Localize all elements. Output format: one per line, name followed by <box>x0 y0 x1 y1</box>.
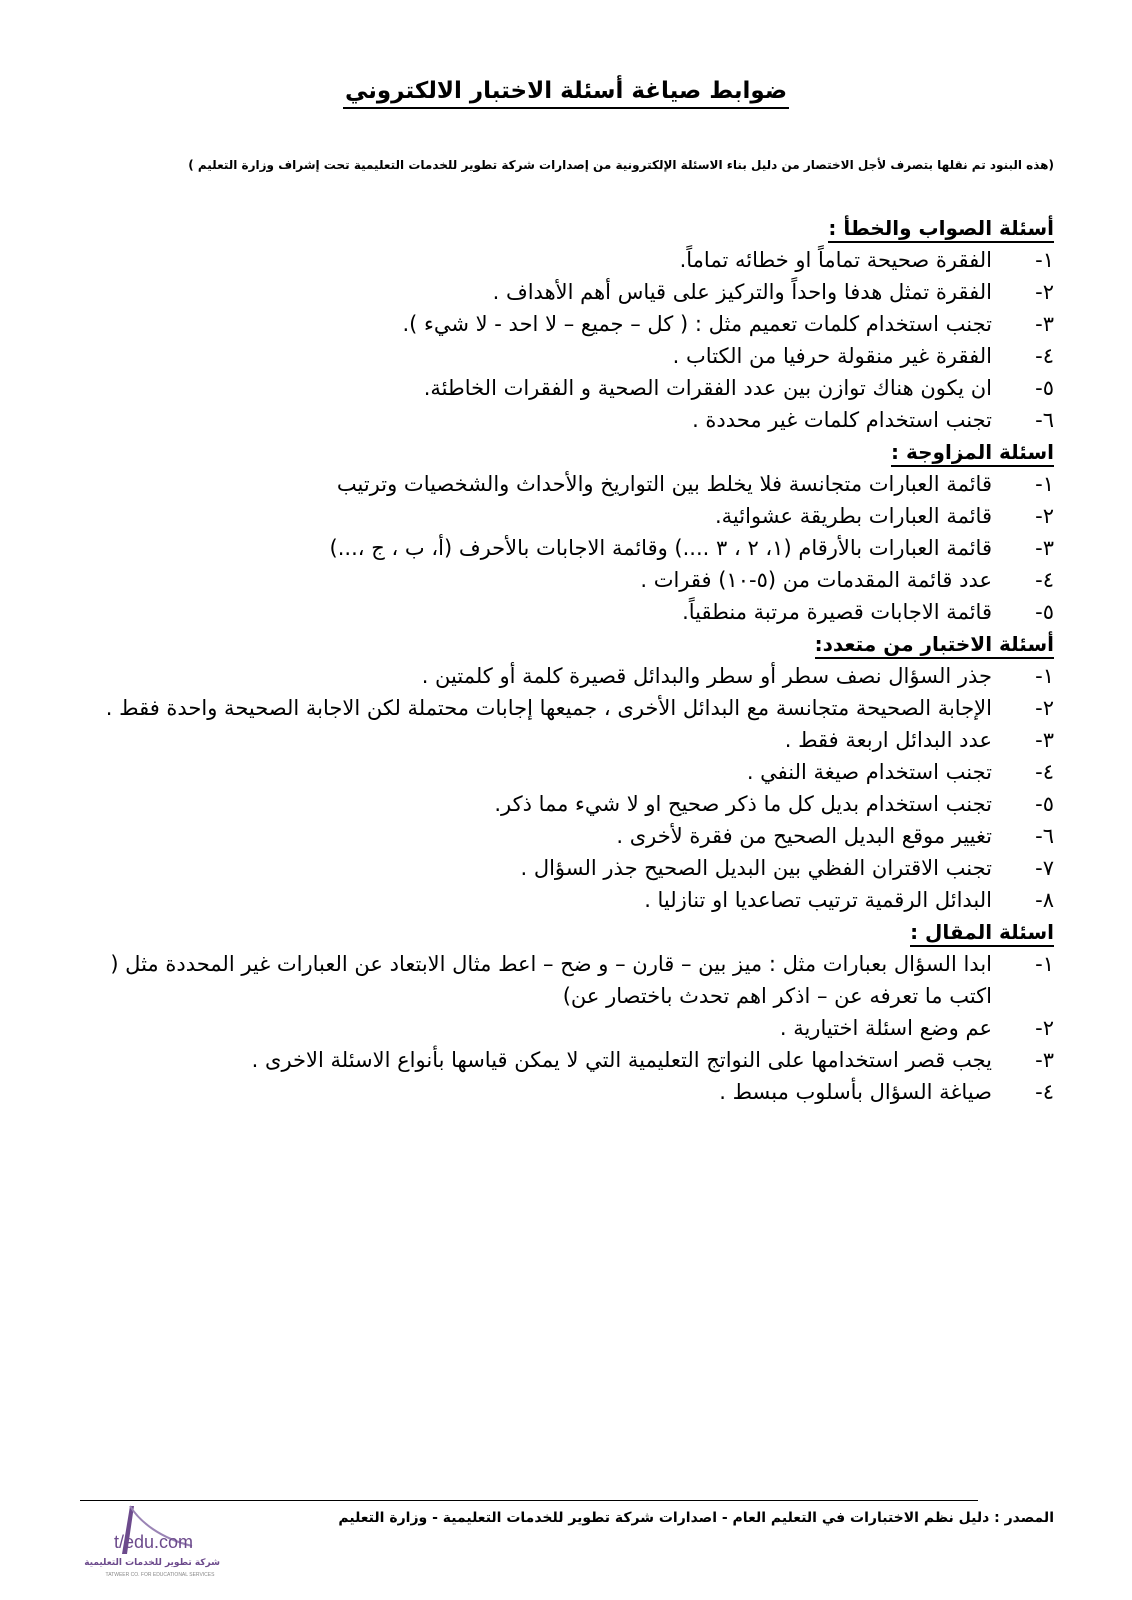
list-item: ٤- صياغة السؤال بأسلوب مبسط . <box>719 1080 1054 1104</box>
list-item: ١- الفقرة صحيحة تماماً او خطائه تماماً. <box>679 248 1054 272</box>
list-item: ٣- يجب قصر استخدامها على النواتج التعليمية التي لا يمكن قياسها بأنواع الاسئلة الاخرى . <box>251 1048 1054 1072</box>
list-item: ٥- ان يكون هناك توازن بين عدد الفقرات الصحية و الفقرات الخاطئة. <box>423 376 1054 400</box>
list-item: ٣- عدد البدائل اربعة فقط . <box>784 728 1054 752</box>
list-item: ٤- الفقرة غير منقولة حرفيا من الكتاب . <box>672 344 1054 368</box>
footer-divider <box>80 1500 978 1501</box>
list-item: ٢- قائمة العبارات بطريقة عشوائية. <box>715 504 1054 528</box>
section-heading-matching: اسئلة المزاوجة : <box>64 436 1054 468</box>
list-item: ٦- تغيير موقع البديل الصحيح من فقرة لأخرى . <box>616 824 1054 848</box>
source-note: (هذه البنود تم نقلها بتصرف لأجل الاختصار من دليل بناء الاسئلة الإلكترونية من إصدارات شركة تطوير للخدمات التعليمية تحت إشراف وزارة التعليم ) <box>188 158 1054 172</box>
tatweer-logo <box>84 1502 220 1594</box>
matching-list <box>64 468 1054 628</box>
list-item: ٥- تجنب استخدام بديل كل ما ذكر صحيح او لا شيء مما ذكر. <box>494 792 1054 816</box>
page-title: ضوابط صياغة أسئلة الاختبار الالكتروني <box>0 78 1132 109</box>
list-item: ١- قائمة العبارات متجانسة فلا يخلط بين التواريخ والأحداث والشخصيات وترتيب <box>336 472 1054 496</box>
section-heading-multiple-choice: أسئلة الاختبار من متعدد: <box>64 628 1054 660</box>
list-item: ٣- تجنب استخدام كلمات تعميم مثل : ( كل – جميع – لا احد - لا شيء ). <box>402 312 1054 336</box>
list-item: ٢- الإجابة الصحيحة متجانسة مع البدائل الأخرى ، جميعها إجابات محتملة لكن الاجابة الصحيحة واحدة فقط . <box>105 696 1054 720</box>
multiple-choice-list <box>64 660 1054 916</box>
list-item: ٢- الفقرة تمثل هدفا واحداً والتركيز على قياس أهم الأهداف . <box>492 280 1054 304</box>
list-item: ٦- تجنب استخدام كلمات غير محددة . <box>692 408 1054 432</box>
content <box>64 212 1054 1108</box>
list-item: ٤- عدد قائمة المقدمات من (٥-١٠) فقرات . <box>640 568 1054 592</box>
section-heading-truefalse: أسئلة الصواب والخطأ : <box>64 212 1054 244</box>
section-heading-essay: اسئلة المقال : <box>64 916 1054 948</box>
list-item: ١- ابدا السؤال بعبارات مثل : ميز بين – قارن – و ضح – اعط مثال الابتعاد عن العبارات غير المحددة مثل ( اكتب ما تعرفه عن – اذكر اهم تحدث باختصار عن) <box>110 952 1054 1008</box>
list-item: ٣- قائمة العبارات بالأرقام (١، ٢ ، ٣ ....) وقائمة الاجابات بالأحرف (أ، ب ، ج ،...) <box>329 536 1054 560</box>
logo-text: t/edu.com <box>114 1532 194 1552</box>
logo-english: TATWEER CO. FOR EDUCATIONAL SERVICES <box>105 1572 215 1578</box>
list-item: ٢- عم وضع اسئلة اختيارية . <box>779 1016 1054 1040</box>
list-item: ٥- قائمة الاجابات قصيرة مرتبة منطقياً. <box>682 600 1054 624</box>
logo-arabic: شركة تطوير للخدمات التعليمية <box>84 1558 220 1568</box>
list-item: ٤- تجنب استخدام صيغة النفي . <box>746 760 1054 784</box>
truefalse-list <box>64 244 1054 436</box>
list-item: ٨- البدائل الرقمية ترتيب تصاعديا او تنازليا . <box>644 888 1054 912</box>
footer-source: المصدر : دليل نظم الاختبارات في التعليم العام - اصدارات شركة تطوير للخدمات التعليمية - وزارة التعليم <box>338 1510 1054 1526</box>
list-item: ٧- تجنب الاقتران الفظي بين البديل الصحيح جذر السؤال . <box>520 856 1054 880</box>
essay-list <box>64 948 1054 1108</box>
list-item: ١- جذر السؤال نصف سطر أو سطر والبدائل قصيرة كلمة أو كلمتين . <box>421 664 1054 688</box>
